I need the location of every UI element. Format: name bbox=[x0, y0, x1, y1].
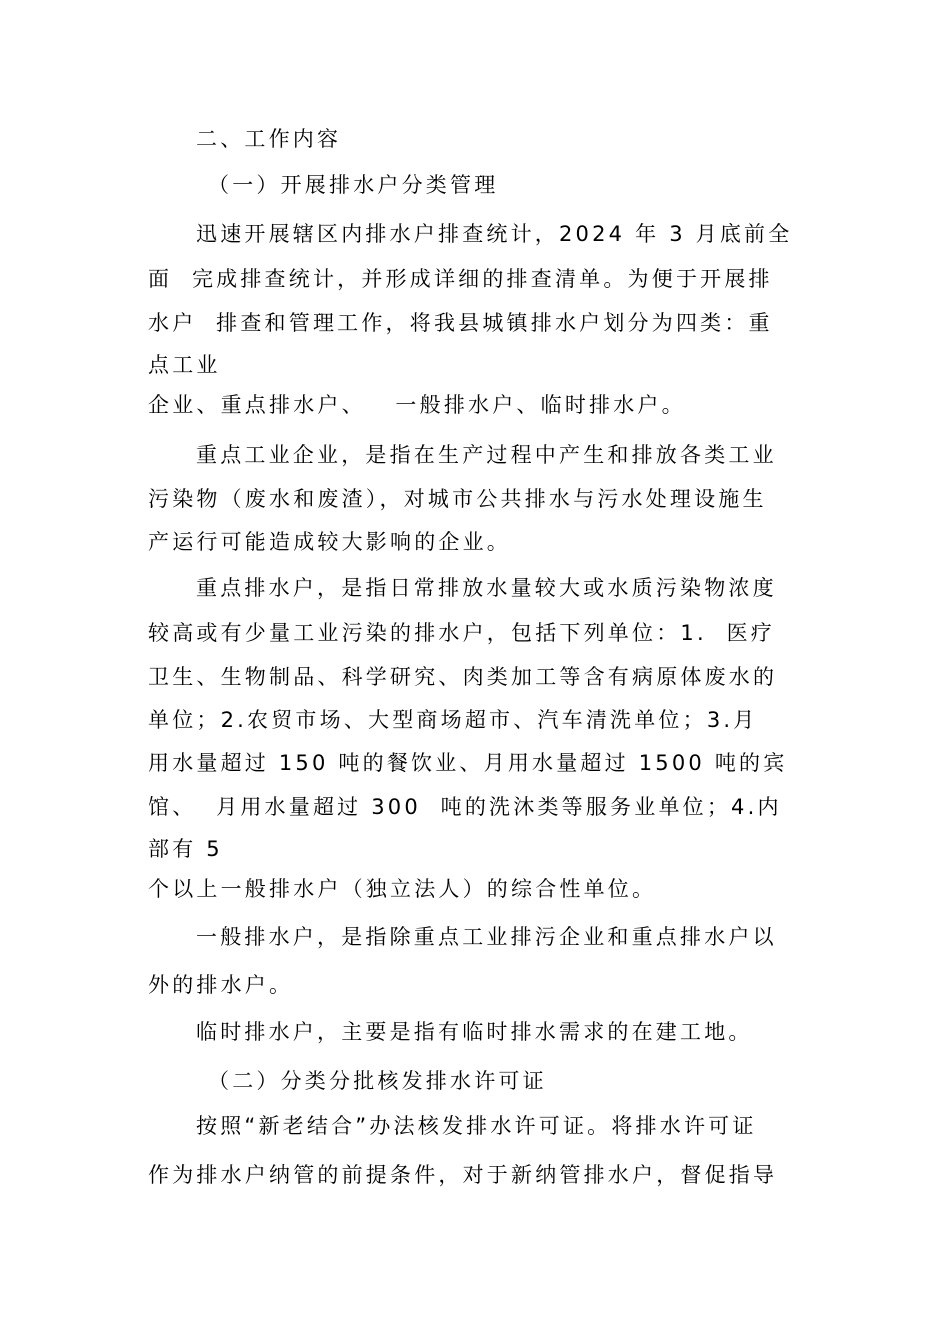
paragraph-line: 重点排水户，是指日常排放水量较大或水质污染物浓度 bbox=[196, 576, 777, 600]
paragraph-line: 企业、重点排水户、 一般排水户、临时排水户。 bbox=[148, 393, 686, 417]
paragraph-line: 外的排水户。 bbox=[148, 973, 294, 997]
subsection-heading: （二）分类分批核发排水许可证 bbox=[208, 1069, 547, 1093]
paragraph-line: 按照“新老结合”办法核发排水许可证。将排水许可证 bbox=[196, 1114, 757, 1138]
paragraph-line: 点工业 bbox=[148, 353, 221, 377]
paragraph-line: 卫生、生物制品、科学研究、肉类加工等含有病原体废水的 bbox=[148, 665, 778, 689]
paragraph-line: 较高或有少量工业污染的排水户，包括下列单位：1. 医疗 bbox=[148, 621, 775, 645]
section-heading: 二、工作内容 bbox=[196, 127, 342, 151]
paragraph-line: 临时排水户，主要是指有临时排水需求的在建工地。 bbox=[196, 1020, 753, 1044]
paragraph-line: 水户 排查和管理工作，将我县城镇排水户划分为四类：重 bbox=[148, 311, 773, 335]
paragraph-line: 重点工业企业，是指在生产过程中产生和排放各类工业 bbox=[196, 443, 777, 467]
subsection-heading: （一）开展排水户分类管理 bbox=[208, 173, 499, 197]
paragraph-line: 馆、 月用水量超过 300 吨的洗沐类等服务业单位；4.内 bbox=[148, 795, 782, 819]
paragraph-line: 部有 5 bbox=[148, 837, 223, 861]
paragraph-line: 个以上一般排水户（独立法人）的综合性单位。 bbox=[148, 877, 657, 901]
paragraph-line: 单位；2.农贸市场、大型商场超市、汽车清洗单位；3.月 bbox=[148, 708, 758, 732]
paragraph-line: 迅速开展辖区内排水户排查统计，2024 年 3 月底前全 bbox=[196, 222, 793, 246]
paragraph-line: 面 完成排查统计，并形成详细的排查清单。为便于开展排 bbox=[148, 267, 773, 291]
paragraph-line: 作为排水户纳管的前提条件，对于新纳管排水户，督促指导 bbox=[148, 1163, 778, 1187]
paragraph-line: 污染物（废水和废渣），对城市公共排水与污水处理设施生 bbox=[148, 487, 767, 511]
paragraph-line: 产运行可能造成较大影响的企业。 bbox=[148, 530, 511, 554]
paragraph-line: 一般排水户，是指除重点工业排污企业和重点排水户以 bbox=[196, 925, 777, 949]
paragraph-line: 用水量超过 150 吨的餐饮业、月用水量超过 1500 吨的宾 bbox=[148, 751, 788, 775]
